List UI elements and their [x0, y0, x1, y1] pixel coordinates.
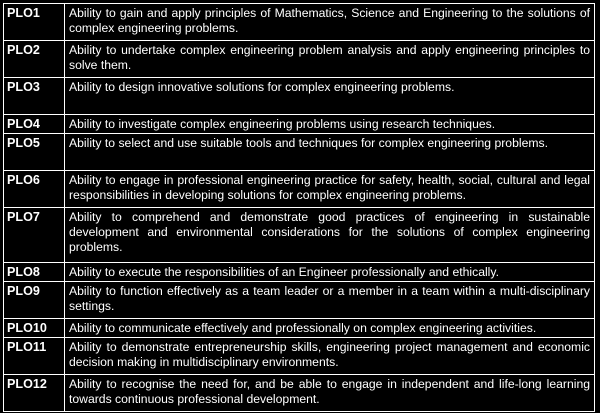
table-row [4, 338, 595, 375]
plo-description: Ability to demonstrate entrepreneurship skills, engineering project management and economic decision making in multidisciplinary environments. [65, 338, 595, 375]
table-row [4, 319, 595, 338]
table-row [4, 115, 595, 134]
plo-code: PLO7 [4, 208, 65, 263]
plo-description: Ability to gain and apply principles of Mathematics, Science and Engineering to the solutions of complex engineering problems. [65, 4, 595, 41]
plo-code: PLO8 [4, 263, 65, 282]
table-row [4, 375, 595, 412]
plo-description: Ability to comprehend and demonstrate good practices of engineering in sustainable development and environmental considerations for the solutions of complex engineering problems. [65, 208, 595, 263]
plo-code: PLO6 [4, 171, 65, 208]
table-row [4, 41, 595, 78]
table-row [4, 78, 595, 115]
plo-code: PLO5 [4, 134, 65, 171]
table-row [4, 4, 595, 41]
table-row [4, 171, 595, 208]
plo-code: PLO12 [4, 375, 65, 412]
plo-description: Ability to design innovative solutions for complex engineering problems. [65, 78, 595, 115]
plo-description: Ability to investigate complex engineering problems using research techniques. [65, 115, 595, 134]
plo-description: Ability to select and use suitable tools and techniques for complex engineering problems. [65, 134, 595, 171]
table-row [4, 282, 595, 319]
plo-code: PLO9 [4, 282, 65, 319]
plo-description: Ability to execute the responsibilities of an Engineer professionally and ethically. [65, 263, 595, 282]
plo-table [3, 3, 595, 412]
plo-code: PLO11 [4, 338, 65, 375]
plo-description: Ability to recognise the need for, and be able to engage in independent and life-long learning towards continuous professional development. [65, 375, 595, 412]
table-row [4, 208, 595, 263]
plo-code: PLO2 [4, 41, 65, 78]
plo-code: PLO10 [4, 319, 65, 338]
plo-code: PLO3 [4, 78, 65, 115]
plo-description: Ability to communicate effectively and professionally on complex engineering activities. [65, 319, 595, 338]
plo-description: Ability to engage in professional engineering practice for safety, health, social, cultural and legal responsibilities in developing solutions for complex engineering problems. [65, 171, 595, 208]
table-row [4, 134, 595, 171]
plo-code: PLO4 [4, 115, 65, 134]
plo-code: PLO1 [4, 4, 65, 41]
plo-description: Ability to undertake complex engineering problem analysis and apply engineering principles to solve them. [65, 41, 595, 78]
plo-description: Ability to function effectively as a team leader or a member in a team within a multi-disciplinary settings. [65, 282, 595, 319]
table-row [4, 263, 595, 282]
